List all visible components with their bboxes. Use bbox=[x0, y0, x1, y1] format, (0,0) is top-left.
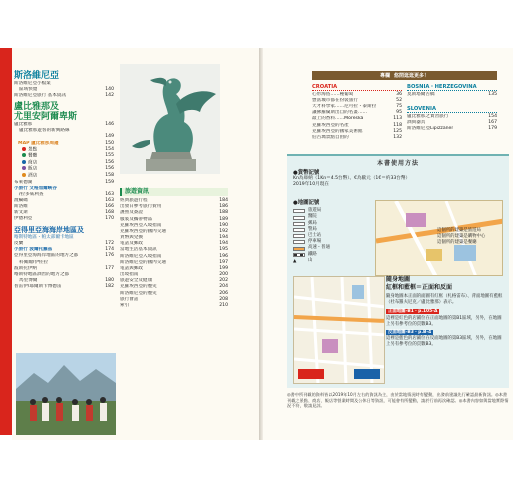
region-title-coast: 亞得里亞海海岸地區及 bbox=[14, 226, 84, 235]
toc-row: /拉多威利查 163 bbox=[19, 191, 114, 197]
toc-row: 電話與郵政 199 bbox=[120, 265, 228, 271]
toc-row: 經典旅遊行程 184 bbox=[120, 198, 228, 204]
toc-row: 盧比雅那 146 bbox=[14, 122, 114, 128]
toc-row: 克羅埃西亞入境指南 190 bbox=[120, 222, 228, 228]
street-map-note: 隨身地圖 紅框和藍框＝正面和反面 隨身地圖本正面的面圖有紅框（札格雷布）、背面地圖有藍框（杜布羅夫尼克／盧比雅那）表示。 正面地圖-B1・p.105-A 這裡是紅色的店鋪位在正面地圖的第B1區域，另外，在地圖上另有參考位的頁數B3。 反面地圖-B3・p.B-4 這裡是藍色的店鋪位在反面地圖的第B3區域，另外，在地圖上另有參考位的頁數B3。 bbox=[386, 276, 503, 348]
toc-row: 馬里博爾 180 bbox=[19, 277, 114, 283]
legend-row: 停車場 bbox=[293, 239, 363, 245]
left-toc-column bbox=[14, 68, 114, 290]
toc-row: 出境指南 200 bbox=[120, 272, 228, 278]
how-to-use-title: 本書使用方法 bbox=[376, 160, 419, 167]
toc-row-dot: 餐廳 155 bbox=[14, 153, 114, 160]
region-title-ljubljana: 盧比雅那及 尤里安阿爾卑斯 bbox=[14, 102, 78, 123]
footnote: ◎書中所刊載的資料皆以2019年10月左右的資訊為主，由於當地情況時有變動，出發前建議先行確認最新資訊。◎本書刊載之景點、商店、飯店等營業時間及公休日等資訊，可能會有所變動，請於行前再次確認。◎本書內容如與當地實際情況不符，敬請見諒。 bbox=[287, 392, 509, 409]
toc-row: 布萊德湖 159 bbox=[14, 179, 114, 185]
toc-row: 當地生活基本資訊 195 bbox=[120, 247, 228, 253]
dragon-statue-image bbox=[120, 64, 220, 174]
toc-row: 旅遊安全及健康 202 bbox=[120, 278, 228, 284]
column-header bbox=[312, 71, 497, 80]
country-bosnia: BOSNIA・HERZEGOVINA bbox=[407, 84, 497, 91]
toc-row: 小旅行 波爾托羅茲 174 bbox=[14, 247, 114, 253]
front-map-tag: 正面地圖-B1・p.105-A bbox=[388, 309, 438, 315]
toc-row: 伯古瑪景點自由的 132 bbox=[312, 134, 402, 140]
toc-row: 旅行會話 208 bbox=[120, 296, 228, 302]
toc-row: 波斯托伊納 177 bbox=[14, 265, 114, 271]
back-map-tag: 反面地圖-B3・p.B-4 bbox=[388, 330, 432, 336]
column-tag: 專欄 bbox=[379, 73, 390, 79]
how-to-use-box bbox=[287, 154, 509, 388]
toc-row: 科佩爾/伊佐拉 bbox=[19, 259, 49, 265]
toc-row: 斯洛維尼亞旅行 基本資訊 142 bbox=[14, 93, 114, 99]
toc-row: 貨幣與兌換 194 bbox=[120, 235, 228, 241]
toc-row: 新文斯 168 bbox=[14, 210, 114, 216]
legend-row: 警局 bbox=[293, 227, 363, 233]
toc-row: 豐富城市都在扮裝旅行 52 bbox=[312, 98, 402, 104]
toc-row: 心形海島……種葡萄 36 bbox=[312, 92, 402, 98]
toc-row: 斯洛維 166 bbox=[14, 204, 114, 209]
toc-row: 普雷伊/耶爾斯卡博德雷 182 bbox=[14, 283, 114, 289]
toc-row: 索引 210 bbox=[120, 302, 228, 308]
toc-row: 區域快覽 140 bbox=[19, 87, 114, 93]
toc-row: 最上的香料……Moreska 113 bbox=[312, 116, 402, 122]
currency-info: ●貨幣記號 Kn為庫納（1Kn＝4.5台幣）、€為歐元（1€＝約33台幣） 2019年10月現在 bbox=[293, 170, 411, 188]
toc-row: 斯洛維尼亞入境指南 196 bbox=[120, 253, 228, 259]
toc-row: 天才科學家……尼可拉・泰斯拉 75 bbox=[312, 104, 402, 110]
column-title: 悠閒逛逛更多！ bbox=[394, 73, 430, 79]
toc-row: 斯洛維尼亞的國內交通 197 bbox=[120, 259, 228, 265]
legend-row: 旅遊局 bbox=[293, 208, 363, 214]
region-subtitle-coast: 喀斯特地區・帕太部爾卡地區 bbox=[14, 235, 74, 241]
toc-row: 斯洛維尼亞小檔案 bbox=[14, 81, 51, 86]
legend-row: 高速・普通 bbox=[293, 245, 363, 251]
toc-row-dot: 商店 156 bbox=[14, 160, 114, 167]
toc-row: 出發日參考旅行費用 186 bbox=[120, 204, 228, 210]
country-slovenia: SLOVENIA bbox=[407, 106, 497, 113]
toc-row: 喀斯特地區酒窖的地方之都 bbox=[14, 271, 70, 277]
toc-row: 斯洛維尼亞Lipizzaner 179 bbox=[407, 126, 497, 132]
travel-info-toc bbox=[120, 188, 228, 309]
left-page bbox=[12, 48, 259, 440]
toc-row: 克羅埃西亞的歷史 204 bbox=[120, 284, 228, 290]
toc-row: 小旅行 文格加爾峽谷 bbox=[14, 185, 57, 191]
region-title-slovenia: 斯洛維尼亞 bbox=[14, 71, 60, 81]
toc-row: 盧比雅那遊客的新興路線 bbox=[19, 128, 70, 134]
toc-row: 護照及簽證 188 bbox=[120, 210, 228, 216]
toc-row: 伊德利亞 170 bbox=[14, 216, 114, 222]
toc-row-dot: 景點 154 bbox=[14, 147, 114, 154]
folk-dancers-photo bbox=[16, 353, 116, 435]
map-callouts: 這個所的建築是旅遊局 這個所的建築是購物中心 這個所的建築是餐廳 bbox=[437, 228, 486, 245]
toc-row: 克羅埃西亞的國內交通 192 bbox=[120, 228, 228, 234]
toc-row: 149 bbox=[105, 134, 114, 140]
bosnia-slovenia-column-list bbox=[407, 84, 497, 133]
sample-street-map bbox=[293, 276, 385, 384]
toc-row: 莫斯塔爾古橋 135 bbox=[407, 92, 497, 98]
legend-row: 郵局 bbox=[293, 221, 363, 227]
country-croatia: CROATIA bbox=[312, 84, 402, 91]
toc-row: 克羅埃西亞的名產 118 bbox=[312, 122, 402, 128]
toc-row: 酒與器具 167 bbox=[407, 120, 497, 126]
croatia-column-list bbox=[312, 84, 402, 141]
toc-row: 斯洛維尼亞的歷史 206 bbox=[120, 290, 228, 296]
travel-info-heading: 旅遊資訊 bbox=[120, 188, 228, 196]
legend-row: ▲ 山 bbox=[293, 257, 313, 264]
legend-row: 鐵路 bbox=[293, 252, 363, 258]
toc-row: 盧比雅那之實習旅行 154 bbox=[407, 114, 497, 120]
map-legend: ●地圖記號 旅遊局 醫院 郵局 警局 巴士站 停車場 高速・普通 鐵路 ▲ 山 bbox=[293, 200, 363, 264]
toc-row-dot: 酒店 158 bbox=[14, 173, 114, 180]
right-page bbox=[263, 48, 513, 440]
toc-row: 讓佛羅倫斯出自的名畫…… 95 bbox=[312, 110, 402, 116]
legend-row: 巴士站 bbox=[293, 233, 363, 239]
toc-row-map: MAP 盧比雅那周邊 150 bbox=[18, 140, 114, 146]
toc-row: 服裝及攜帶物品 189 bbox=[120, 216, 228, 222]
toc-row: 皮蘭 172 bbox=[14, 241, 114, 247]
red-edge-bar bbox=[0, 48, 12, 435]
toc-row: 亞得里亞海海岸地區的地方之都 176 bbox=[14, 253, 114, 259]
toc-row-dot: 飯店 156 bbox=[14, 166, 114, 173]
legend-row: 醫院 bbox=[293, 214, 363, 220]
toc-row: 渡輪碼 163 bbox=[14, 197, 114, 203]
toc-row: 電話及郵政 194 bbox=[120, 241, 228, 247]
toc-row: 克羅埃西亞的國家美術館 125 bbox=[312, 128, 402, 134]
